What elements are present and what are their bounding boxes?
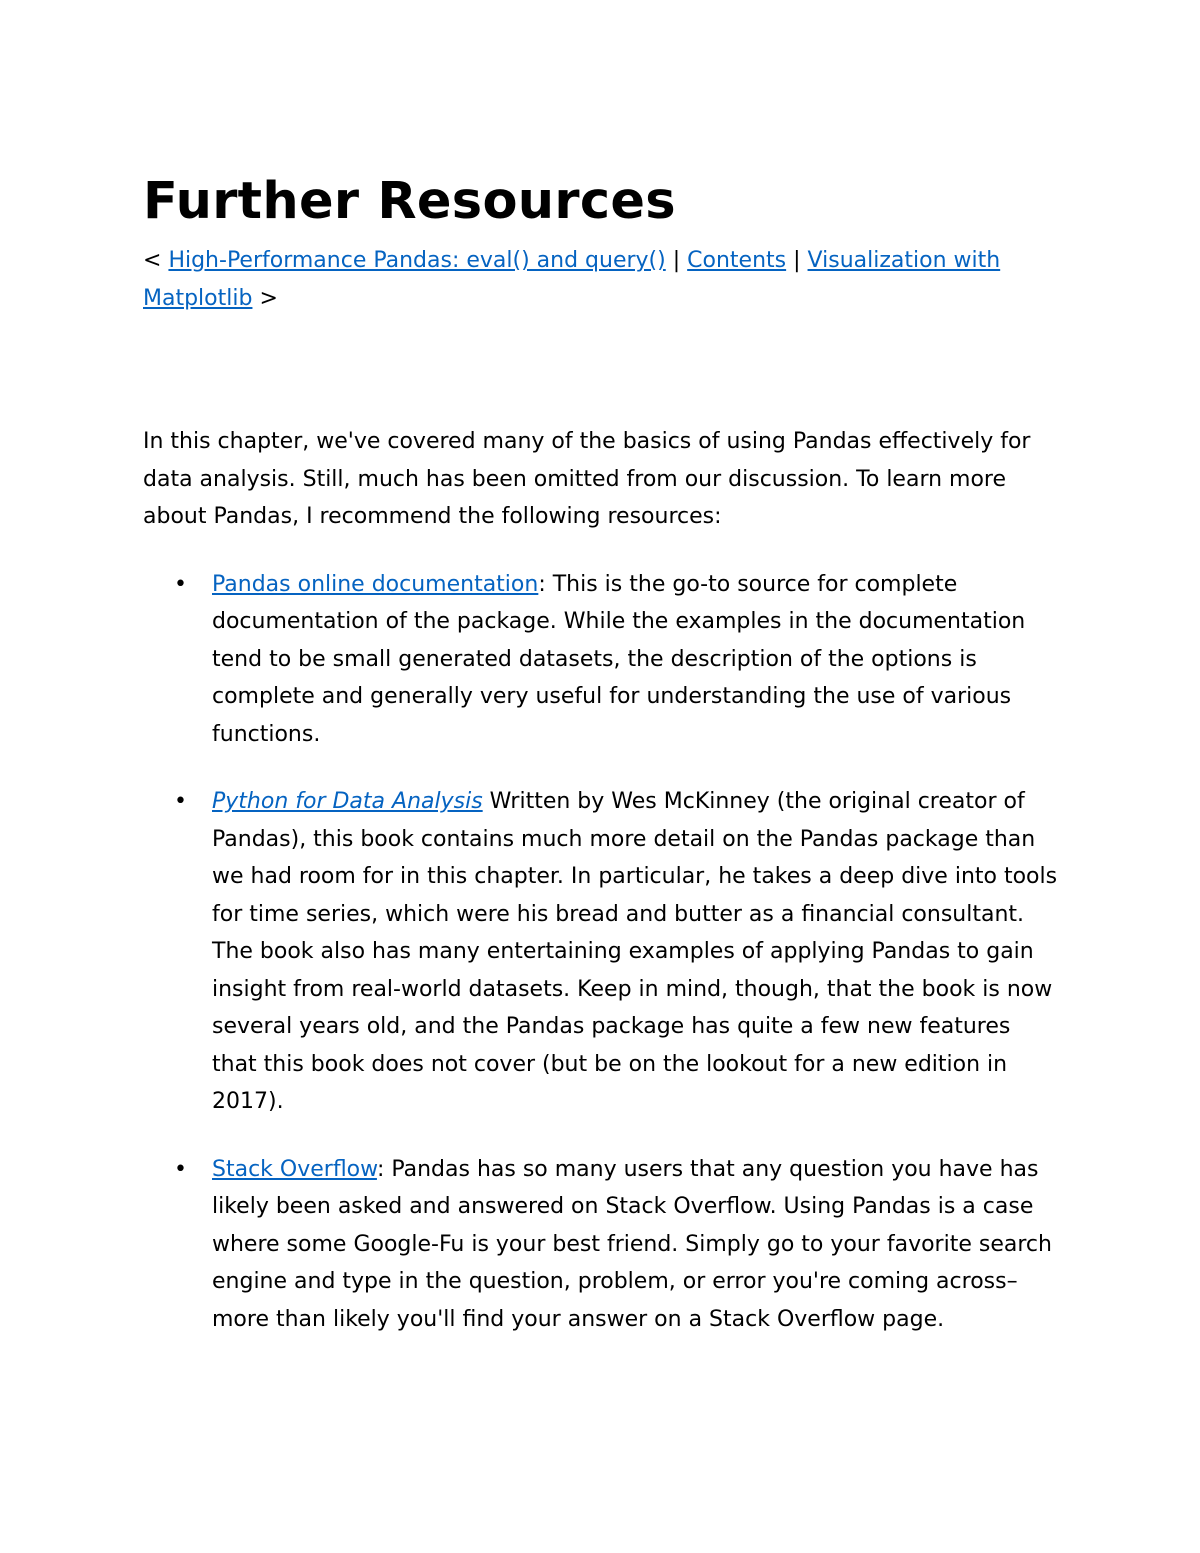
nav-separator: | bbox=[793, 248, 801, 273]
resource-description: : This is the go-to source for complete documentation of the package. While the examples in the documentation tend to be small generated datasets, the description of the options is complete and generally very useful for understanding the use of various functions. bbox=[212, 571, 1026, 747]
python-for-data-analysis-link[interactable] bbox=[212, 789, 483, 814]
contents-link[interactable]: Contents bbox=[687, 248, 787, 273]
page-title: Further Resources bbox=[143, 172, 676, 231]
nav-separator: | bbox=[672, 248, 681, 273]
next-arrow: > bbox=[259, 286, 278, 311]
resource-description: : Pandas has so many users that any question you have has likely been asked and answered on Stack Overflow. Using Pandas is a case where some Google-Fu is your best friend. Simply go to your favorite search engine and type in the question, problem, or error you're coming across–more than likely you'll find your answer on a Stack Overflow page. bbox=[212, 1156, 1052, 1332]
intro-paragraph: In this chapter, we've covered many of the basics of using Pandas effectively for data analysis. Still, much has been omitted from our discussion. To learn more about Pandas, I recommend the following resources: bbox=[143, 429, 1031, 529]
list-item bbox=[143, 566, 1058, 754]
next-chapter-link[interactable]: Visualization with Matplotlib bbox=[143, 248, 1001, 311]
bullet-icon: • bbox=[174, 1156, 187, 1182]
bullet-icon: • bbox=[174, 789, 187, 814]
chapter-navigation bbox=[143, 242, 1063, 318]
document-page bbox=[143, 168, 1063, 1368]
resource-description: Written by Wes McKinney (the original creator of Pandas), this book contains much more detail on the Pandas package than we had room for in this chapter. In particular, he takes a deep dive into tools for time series, which were his bread and butter as a financial consultant. The book also has many entertaining examples of applying Pandas to gain insight from real-world datasets. Keep in mind, though, that the book is now several years old, and the Pandas package has quite a few new features that this book does not cover (but be on the lookout for a new edition in 2017). bbox=[212, 789, 1058, 1114]
prev-arrow: < bbox=[143, 248, 162, 273]
list-item bbox=[143, 1151, 1058, 1339]
prev-chapter-link[interactable]: High-Performance Pandas: eval() and query() bbox=[168, 248, 666, 273]
resource-list bbox=[143, 566, 1063, 1339]
bullet-icon: • bbox=[174, 571, 187, 597]
book-title: Python for Data Analysis bbox=[212, 789, 483, 814]
stack-overflow-link[interactable]: Stack Overflow bbox=[212, 1156, 377, 1182]
list-item bbox=[143, 783, 1058, 1121]
pandas-docs-link[interactable]: Pandas online documentation bbox=[212, 571, 539, 597]
